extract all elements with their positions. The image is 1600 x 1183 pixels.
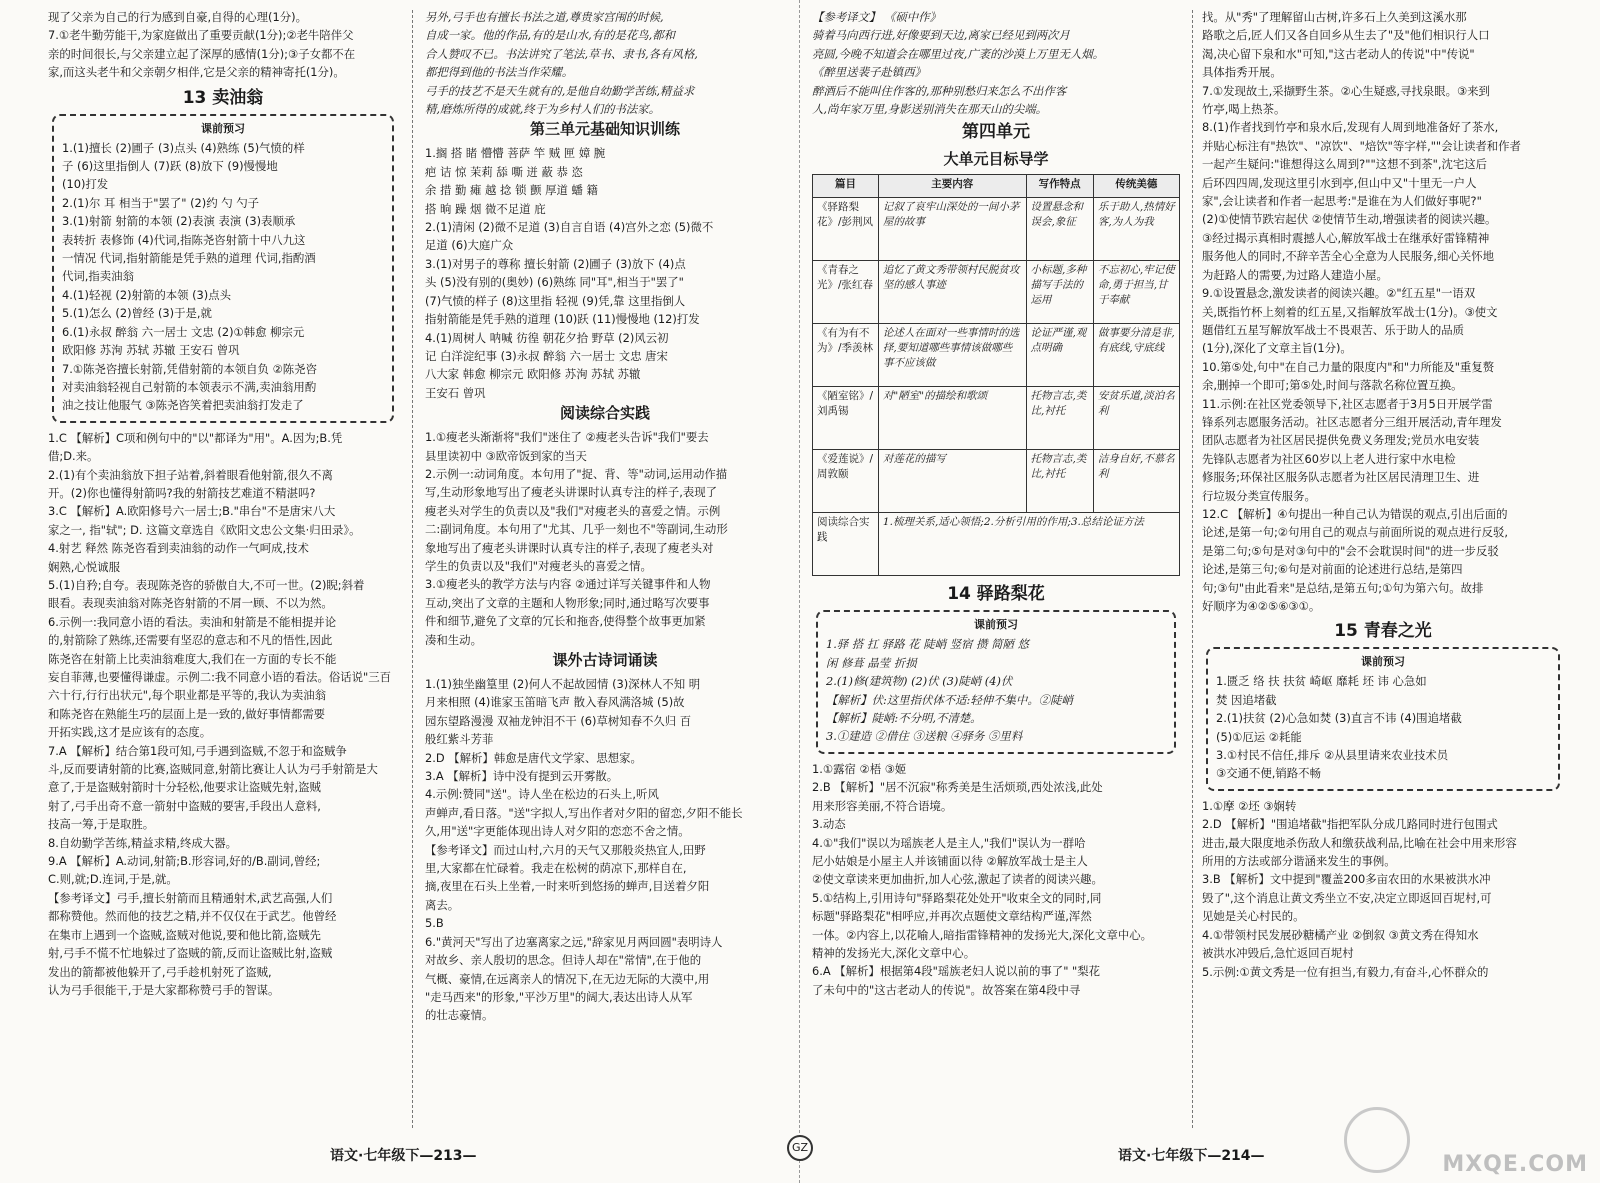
table-cell: 《有为有不为》/季羡林 <box>813 324 879 387</box>
text-line: 斗,反而要请射箭的比赛,盗贼同意,射箭比赛让人认为弓手射箭是大 <box>48 762 378 777</box>
text-line: 娴熟,心悦诚服 <box>48 559 120 574</box>
text-line: 后环四四周,发现这里引水到亭,但山中又"十里无一户人 <box>1202 175 1477 190</box>
text-line: 瘦老头对学生的负责以及"我们"对瘦老头的喜爱之情。示例 <box>425 503 721 518</box>
text-line: 弓手的技艺不是天生就有的,是他自幼勤学苦练,精益求 <box>425 83 695 98</box>
text-line: 3.①瘦老头的教学方法与内容 ②通过详写关键事件和人物 <box>425 577 711 592</box>
text-line: 射了,弓手出奇不意一箭射中盗贼的要害,手段出人意料, <box>48 798 321 813</box>
text-line: 余,删掉一个即可;第⑤处,时间与落款名称位置互换。 <box>1202 378 1463 393</box>
text-line: 都把得到他的书法当作荣耀。 <box>425 65 574 80</box>
text-line: 都称赞他。然而他的技艺之精,并不仅仅在于武艺。他曾经 <box>48 909 337 924</box>
text-line: 5.①结构上,引用诗句"驿路梨花处处开"收束全文的同时,同 <box>812 890 1102 905</box>
text-line: ③经过揭示真相时震撼人心,解放军战士在继承好雷锋精神 <box>1202 230 1490 245</box>
text-line: 离去。 <box>425 897 460 912</box>
text-line: 余 措 勤 瘫 越 捻 锁 颤 厚道 蟠 籍 <box>425 183 598 198</box>
table-cell: 安贫乐道,淡泊名利 <box>1093 387 1179 450</box>
text-line: 指射箭能是凭手熟的道理 (10)跃 (11)慢慢地 (12)打发 <box>425 312 700 327</box>
intro-answers <box>48 8 398 82</box>
text-line: 见她是关心村民的。 <box>1202 909 1305 924</box>
text-line: 句;③句"由此看来"是总结,是第五句;①句为第六句。故排 <box>1202 580 1484 595</box>
text-line: 焚 因追堵截 <box>1216 692 1277 707</box>
watermark-logo-icon <box>1344 1107 1410 1173</box>
table-cell: 小标题,多种描写手法的运用 <box>1026 261 1093 324</box>
text-line: 5.示例:①黄文秀是一位有担当,有毅力,有奋斗,心怀群众的 <box>1202 964 1489 979</box>
text-line: 竹亭,喝上热茶。 <box>1202 102 1286 117</box>
table-header-cell: 写作特点 <box>1026 175 1093 198</box>
table-cell: 乐于助人,热情好客,为人为我 <box>1093 198 1179 261</box>
text-line: 陈尧咨在射箭上比卖油翁难度大,我们在一方面的专长不能 <box>48 651 337 666</box>
unit-3-answers <box>425 144 785 402</box>
unit-goal-table <box>812 174 1180 576</box>
text-line: 借;D.来。 <box>48 449 99 464</box>
text-line: 技高一筹,于是取胜。 <box>48 817 155 832</box>
text-line: 为赶路人的需要,为过路人建造小屋。 <box>1202 267 1388 282</box>
text-line: (10)打发 <box>62 177 109 192</box>
text-line: 2.(1)尔 耳 相当于"罢了" (2)约 勺 勺子 <box>62 195 260 210</box>
text-line: 3.B 【解析】文中提到"覆盖200多亩农田的水果被洪水冲 <box>1202 872 1491 887</box>
text-line: 1.①露宿 ②梧 ③姬 <box>812 761 907 776</box>
preview-content-14 <box>826 635 1166 745</box>
table-cell: 不忘初心,牢记使命,勇于担当,甘于奉献 <box>1093 261 1179 324</box>
preview-box-15 <box>1206 647 1560 790</box>
preview-content <box>62 139 384 415</box>
unit-4-title: 第四单元 <box>962 122 1030 143</box>
text-line: 精,磨炼所得的成就,终于为乡村人们的书法家。 <box>425 102 661 117</box>
text-line: 眼看。表现卖油翁对陈尧咨射箭的不屑一顾、不以为然。 <box>48 596 333 611</box>
text-line: 修服务;环保社区服务队志愿者为社区居民清理卫生、进 <box>1202 470 1480 485</box>
unit-3-title: 第三单元基础知识训练 <box>529 120 680 139</box>
text-line: 对卖油翁轻视自己射箭的本领表示不满,卖油翁用酌 <box>62 379 317 394</box>
text-line: 是第二句;⑤句是对③句中的"会不会耽误时间"的进一步反驳 <box>1202 543 1499 558</box>
text-line: 3.①建造 ②借住 ③送粮 ④驿务 ⑤里料 <box>826 729 1023 744</box>
text-line: 记 白洋淀纪事 (3)永叔 醉翁 六一居士 文忠 唐宋 <box>425 348 668 363</box>
lesson-14-answers <box>812 760 1180 999</box>
text-line: 尼小姑娘是小屋主人并该铺面以待 ②解放军战士是主人 <box>812 853 1088 868</box>
table-row <box>813 450 1180 513</box>
text-line: 3.(1)射箭 射箭的本领 (2)表演 表演 (3)表顺承 <box>62 214 296 229</box>
text-line: 2.D 【解析】韩愈是唐代文学家、思想家。 <box>425 750 642 765</box>
text-line: 的,射箭除了熟练,还需要有坚忍的意志和不凡的悟性,因此 <box>48 633 333 648</box>
right-column-1 <box>812 8 1180 1136</box>
text-line: 了未句中的"这古老动人的传说"。故答案在第4段中寻 <box>812 982 1081 997</box>
text-line: 1.搁 搭 睹 懵懵 菩萨 竿 贼 匣 嫜 腕 <box>425 146 606 161</box>
table-cell: 1.梳理关系,适心领悟;2.分析引用的作用;3.总结论证方法 <box>878 513 1179 576</box>
text-line: 9.A 【解析】A.动词,射箭;B.形容词,好的/B.副词,曾经; <box>48 854 321 869</box>
text-line: 6.(1)永叔 醉翁 六一居士 文忠 (2)①韩愈 柳宗元 <box>62 324 305 339</box>
text-line: 射,弓手不慌不忙地躲过了盗贼的箭,反而让盗贼比射,盗贼 <box>48 946 333 961</box>
text-line: 县里读初中 ③欧帝饭到家的当天 <box>425 448 587 463</box>
text-line: 对故乡、亲人殷切的思念。但诗人却在"常情",在于他的 <box>425 953 702 968</box>
preview-content-15 <box>1216 672 1550 782</box>
text-line: 1.(1)独坐幽篁里 (2)何人不起故园情 (3)深林人不知 明 <box>425 677 701 691</box>
text-line: 先锋队志愿者为社区60岁以上老人进行家中水电检 <box>1202 451 1456 466</box>
column-divider <box>412 10 413 1128</box>
text-line: 6.A 【解析】根据第4段"瑶族老妇人说以前的事了" "梨花 <box>812 964 1101 979</box>
text-line: 疤 诘 惊 茉莉 舔 嘶 迸 蔽 恭 恣 <box>425 164 583 179</box>
text-line: 六十行,行行出状元",每个职业都是平等的,我认为卖油翁 <box>48 688 327 703</box>
text-line: 1.①摩 ②坯 ③娴转 <box>1202 798 1297 813</box>
table-cell: 《驿路梨花》/彭荆风 <box>813 198 879 261</box>
column-divider-right <box>1192 10 1193 1128</box>
lesson-15-title: 15 青春之光 <box>1334 621 1432 642</box>
text-line: 开。(2)你也懂得射箭吗?我的射箭技艺难道不精湛吗? <box>48 485 316 500</box>
text-line: 意了,于是盗贼射箭时十分轻松,他要求让盗贼先射,盗贼 <box>48 780 321 795</box>
text-line: 认为弓手很能干,于是大家都称赞弓手的智谋。 <box>48 982 280 997</box>
text-line: 亮圆,今晚不知道会在哪里过夜,广袤的沙漠上万里无人烟。 <box>812 46 1105 61</box>
table-body <box>813 198 1180 576</box>
text-line: 4.①带领村民发展砂糖橘产业 ②倒叙 ③黄文秀在得知水 <box>1202 927 1479 942</box>
text-line: 3.①村民不信任,排斥 ②从县里请来农业技术员 <box>1216 748 1449 763</box>
left-column-2 <box>425 8 785 1136</box>
text-line: 7.①发现故土,采撷野生茶。②心生疑惑,寻找泉眼。③来到 <box>1202 83 1490 98</box>
text-line: 气概、豪情,在远离亲人的情况下,在无边无际的大漠中,用 <box>425 971 710 986</box>
text-line: (1分),深化了文章主旨(1分)。 <box>1202 341 1352 356</box>
text-line: (2)①使情节跌宕起伏 ②使情节生动,增强读者的阅读兴趣。 <box>1202 212 1497 227</box>
right-page-footer: 语文·七年级下—214— <box>1118 1148 1265 1164</box>
text-line: 用来形容美丽,不符合语境。 <box>812 798 953 813</box>
table-row <box>813 513 1180 576</box>
text-line: 闲 修葺 晶莹 折损 <box>826 655 917 670</box>
text-line: 【解析】陡峭:不分明,不清楚。 <box>826 711 982 726</box>
text-line: 论述,是第三句;⑥句是对前面的论述进行总结,是第四 <box>1202 562 1463 577</box>
text-line: 论述,是第一句;②句用自己的观点与前面所说的观点进行反驳, <box>1202 525 1509 540</box>
text-line: 1.匮乏 络 扶 扶贫 崎岖 靡耗 坯 讳 心急如 <box>1216 674 1427 689</box>
text-line: 凑和生动。 <box>425 632 482 647</box>
text-line: 合人赞叹不已。书法讲究了笔法,草书、隶书,各有风格, <box>425 46 698 61</box>
text-line: 醉酒后不能叫住作客的,那种别愁归来怎么不出作客 <box>812 83 1067 98</box>
text-line: 2.示例一:动词角度。本句用了"捉、背、等"动词,运用动作描 <box>425 466 728 481</box>
table-cell: 对"陋室"的描绘和歌颂 <box>878 387 1026 450</box>
table-header-cell: 主要内容 <box>878 175 1026 198</box>
text-line: 1.驿 搭 扛 驿路 花 陡峭 竖宿 攒 简陋 悠 <box>826 637 1029 652</box>
text-line: 【参考译文】弓手,擅长射箭而且精通射术,武艺高强,人们 <box>48 890 333 905</box>
text-line: 象地写出了瘦老头讲课时认真专注的样子,表现了瘦老头对 <box>425 540 714 555</box>
table-cell: 阅读综合实践 <box>813 513 879 576</box>
text-line: 的壮志豪情。 <box>425 1008 494 1023</box>
text-line: 2.(1)有个卖油翁放下担子站着,斜着眼看他射箭,很久不离 <box>48 467 333 482</box>
text-line: 4.(1)轻视 (2)射箭的本领 (3)点头 <box>62 287 232 302</box>
text-line: 家之一, 指"轼"; D. 这篇文章选自《欧阳文忠公文集·归田录》。 <box>48 522 361 537</box>
text-line: ③交通不便,销路不畅 <box>1216 766 1321 781</box>
text-line: 【解析】伏:这里指伏体不适:轻伸不集中。②陡峭 <box>826 692 1073 707</box>
text-line: 5.(1)怎么 (2)曾经 (3)于是,就 <box>62 306 212 321</box>
text-line: 久,用"送"字更能体现出诗人对夕阳的恋恋不舍之情。 <box>425 824 690 839</box>
text-line: 标题"驿路梨花"相呼应,并再次点题使文章结构严谨,浑然 <box>812 909 1092 924</box>
text-line: 渴,决心留下泉和水"可知,"这古老动人的传说"中"传说" <box>1202 46 1475 61</box>
table-row <box>813 198 1180 261</box>
text-line: 4.示例:赞同"送"。诗人坐在松边的石头上,听风 <box>425 787 659 802</box>
table-cell: 《爱莲说》/周敦颐 <box>813 450 879 513</box>
text-line: 里,大家都在忙碌着。我走在松树的荫凉下,那样自在, <box>425 861 687 876</box>
reading-practice-title: 阅读综合实践 <box>559 404 650 423</box>
table-cell: 论述人在面对一些事情时的选择,要知道哪些事情该做哪些事不应该做 <box>878 324 1026 387</box>
text-line: 7.①陈尧咨擅长射箭,凭借射箭的本领自负 ②陈尧咨 <box>62 361 317 376</box>
text-line: ②使文章读来更加曲折,加人心弦,激起了读者的阅读兴趣。 <box>812 872 1103 887</box>
text-line: 《醉里送裴子赴镇西》 <box>812 65 926 80</box>
text-line: 所用的方法或部分谐涵来发生的事例。 <box>1202 854 1396 869</box>
table-cell: 洁身自好,不慕名利 <box>1093 450 1179 513</box>
table-row <box>813 324 1180 387</box>
text-line: 5.B <box>425 916 444 931</box>
table-row <box>813 387 1180 450</box>
text-line: 行垃圾分类宣传服务。 <box>1202 488 1316 503</box>
table-header-row <box>813 175 1180 198</box>
table-cell: 对莲花的描写 <box>878 450 1026 513</box>
text-line: 好顺序为④②⑤⑥③①。 <box>1202 599 1321 613</box>
text-line: 团队志愿者为社区居民提供免费义务理发;党员水电安装 <box>1202 433 1480 448</box>
text-line: 件和细节,避免了文章的冗长和拖沓,使得整个故事更加紧 <box>425 614 706 629</box>
text-line: 3.(1)对男子的尊称 擅长射箭 (2)圃子 (3)放下 (4)点 <box>425 256 686 271</box>
table-header-cell: 篇目 <box>813 175 879 198</box>
text-line: 现了父亲为自己的行为感到自豪,自得的心理(1分)。 <box>48 10 307 24</box>
text-line: 代词,指卖油翁 <box>62 269 134 284</box>
text-line: 8.自幼勤学苦练,精益求精,终成大器。 <box>48 835 237 850</box>
text-line: 家,而这头老牛和父亲朝夕相伴,它是父亲的精神寄托(1分)。 <box>48 65 345 80</box>
preview-heading-14: 课前预习 <box>974 618 1018 632</box>
text-line: 4.(1)周树人 呐喊 彷徨 朝花夕拾 野草 (2)风云初 <box>425 330 669 345</box>
text-line: 9.①设置悬念,激发读者的阅读兴趣。②"红五星"一语双 <box>1202 286 1476 301</box>
table-cell: 设置悬念和误会,象征 <box>1026 198 1093 261</box>
text-line: 表转折 表修饰 (4)代词,指陈尧咨射箭十中八九这 <box>62 232 306 247</box>
publisher-logo-icon: GZ <box>787 1135 813 1161</box>
text-line: (7)气愤的样子 (8)这里指 轻视 (9)凭,靠 这里指倒人 <box>425 293 686 308</box>
text-line: 1.①瘦老头渐渐将"我们"迷住了 ②瘦老头告诉"我们"要去 <box>425 430 709 445</box>
text-line: 3.动态 <box>812 817 846 832</box>
text-line: 另外,弓手也有擅长书法之道,尊贵家宫闱的时候, <box>425 10 664 24</box>
text-line: "走马西来"的形象,"平沙万里"的阔大,表达出诗人从军 <box>425 989 693 1004</box>
table-cell: 论证严谨,观点明确 <box>1026 324 1093 387</box>
text-line: 写,生动形象地写出了瘦老头讲课时认真专注的样子,表现了 <box>425 485 718 500</box>
table-cell: 托物言志,类比,衬托 <box>1026 450 1093 513</box>
table-row <box>813 261 1180 324</box>
right-page <box>800 0 1600 1183</box>
table-cell: 记叙了哀牢山深处的一间小茅屋的故事 <box>878 198 1026 261</box>
text-line: 【参考译文】 《硕中作》 <box>812 10 941 24</box>
translation-continued <box>425 8 785 118</box>
lesson-14-answers-continued <box>1202 8 1564 615</box>
table-cell: 托物言志,类比,衬托 <box>1026 387 1093 450</box>
text-line: 在集市上遇到一个盗贼,盗贼对他说,要和他比箭,盗贼先 <box>48 927 321 942</box>
text-line: 搭 晌 躁 烟 微不足道 庇 <box>425 201 546 216</box>
text-line: 题借红五星写解放军战士不畏艰苦、乐于助人的品质 <box>1202 322 1464 337</box>
text-line: 4.①"我们"误以为瑶族老人是主人,"我们"误认为一群哈 <box>812 835 1086 850</box>
text-line: 精神的发扬光大,深化文章中心。 <box>812 945 976 960</box>
lesson-13-title: 13 卖油翁 <box>182 87 264 108</box>
text-line: 【参考译文】而过山村,六月的天气又那般炎热宜人,田野 <box>425 842 706 857</box>
table-cell: 做事要分清是非,有底线,守底线 <box>1093 324 1179 387</box>
text-line: 关,既指竹杯上刻着的红五星,又指解放军战士(1分)。③使文 <box>1202 304 1498 319</box>
lesson-14-title: 14 驿路梨花 <box>947 584 1045 605</box>
left-page-footer: 语文·七年级下—213— <box>330 1148 477 1164</box>
poem-reading-title: 课外古诗词诵读 <box>552 651 658 669</box>
text-line: 足道 (6)大庭广众 <box>425 238 514 253</box>
text-line: 1.C 【解析】C项和例句中的"以"都译为"用"。A.因为;B.凭 <box>48 430 343 445</box>
text-line: 月来相照 (4)谁家玉笛暗飞声 散入春风满洛城 (5)故 <box>425 695 685 710</box>
text-line: 6."黄河天"写出了边塞离家之远,"辞家见月两回圆"表明诗人 <box>425 934 723 949</box>
text-line: 2.(1)清闲 (2)微不足道 (3)自言自语 (4)宫外之恋 (5)微不 <box>425 220 714 235</box>
right-column-2 <box>1202 8 1564 1136</box>
text-line: 家",会让读者和作者一起思考:"是谁在为人们做好事呢?" <box>1202 194 1482 209</box>
preview-heading: 课前预习 <box>201 121 245 135</box>
table-header-cell: 传统美德 <box>1093 175 1179 198</box>
text-line: 12.C 【解析】④句提出一种自己认为错误的观点,引出后面的 <box>1202 506 1508 521</box>
text-line: 毁了",这个消息让黄文秀坐立不安,决定立即返回百坭村,可 <box>1202 890 1492 905</box>
text-line: 油之技让他服气 ③陈尧咨笑着把卖油翁打发走了 <box>62 398 304 413</box>
table-cell: 追忆了黄文秀带领村民脱贫攻坚的感人事迹 <box>878 261 1026 324</box>
text-line: 亲的时间很长,与父亲建立起了深厚的感情(1分);③子女都不在 <box>48 46 356 61</box>
lesson-15-answers <box>1202 797 1564 981</box>
text-line: 头 (5)没有别的(奥妙) (6)熟练 同"耳",相当于"罢了" <box>425 275 684 290</box>
lesson-13-answers <box>48 429 398 1000</box>
text-line: 8.(1)作者找到竹亭和泉水后,发现有人周到地准备好了茶水, <box>1202 120 1499 135</box>
text-line: 11.示例:在社区党委领导下,社区志愿者于3月5日开展学雷 <box>1202 396 1493 411</box>
poem-translation <box>812 8 1180 118</box>
text-line: 7.A 【解析】结合第1段可知,弓手遇到盗贼,不忽于和盗贼争 <box>48 743 347 758</box>
text-line: 3.A 【解析】诗中没有提到云开雾散。 <box>425 769 619 784</box>
reading-practice-answers <box>425 428 785 649</box>
text-line: 二:副词角度。本句用了"尤其、几乎一刻也不"等副词,生动形 <box>425 522 728 537</box>
text-line: 4.射艺 释然 陈尧咨看到卖油翁的动作一气呵成,技术 <box>48 541 309 556</box>
text-line: 和陈尧咨在熟能生巧的层面上是一致的,做好事情都需要 <box>48 706 325 721</box>
text-line: 5.(1)自矜;自夸。表现陈尧咨的骄傲自大,不可一世。(2)睨;斜着 <box>48 577 365 592</box>
poem-reading-answers <box>425 675 785 1025</box>
text-line: 进击,最大限度地杀伤敌人和缴获战利品,比喻在社会中用来形容 <box>1202 835 1517 850</box>
text-line: 并贴心标注有"热饮"、"凉饮"、"焙饮"等字样,""会让读者和作者 <box>1202 138 1521 153</box>
text-line: 2.(1)扶贫 (2)心急如焚 (3)直言不讳 (4)围追堵截 <box>1216 711 1462 726</box>
text-line: 2.B 【解析】"居不沉寂"称秀美是生活烦琐,西处浓浅,此处 <box>812 780 1103 795</box>
preview-heading-15: 课前预习 <box>1361 655 1405 669</box>
text-line: 锋系列志愿服务活动。社区志愿者分三组开展活动,青年理发 <box>1202 414 1502 429</box>
text-line: 一体。②内容上,以花喻人,暗指雷锋精神的发扬光大,深化文章中心。 <box>812 927 1153 942</box>
text-line: 具体指秀开展。 <box>1202 65 1282 80</box>
text-line: 一起产生疑问:"谁想得这么周到?""这想不到茶",沈宅这后 <box>1202 157 1488 172</box>
text-line: 摘,夜里在石头上坐着,一时来听到悠扬的蝉声,目送着夕阳 <box>425 879 710 894</box>
text-line: 3.C 【解析】A.欧阳修号六一居士;B."串台"不是唐宋八大 <box>48 504 336 519</box>
text-line: C.则,就;D.连词,于是,就。 <box>48 872 178 887</box>
text-line: 王安石 曾巩 <box>425 385 486 400</box>
text-line: 妄自菲薄,也要懂得谦虚。示例二:我不同意小语的看法。俗话说"三百 <box>48 670 392 684</box>
text-line: 自成一家。他的作品,有的是山水,有的是花鸟,都和 <box>425 28 676 43</box>
text-line: 般红紫斗芳菲 <box>425 732 494 747</box>
text-line: 2.(1)修(建筑物) (2)伏 (3)陡峭 (4)伏 <box>826 674 1013 689</box>
preview-box-14 <box>816 610 1176 753</box>
text-line: 声蝉声,看日落。"送"字拟人,写出作者对夕阳的留恋,夕阳不能长 <box>425 805 743 820</box>
text-line: 子 (6)这里指倒人 (7)跃 (8)放下 (9)慢慢地 <box>62 159 278 174</box>
preview-box <box>52 114 394 423</box>
text-line: 学生的负责以及"我们"对瘦老头的喜爱之情。 <box>425 558 652 573</box>
table-cell: 《青春之光》/张红春 <box>813 261 879 324</box>
watermark-text: MXQE.COM <box>1442 1152 1588 1177</box>
text-line: (5)①厄运 ②耗能 <box>1216 729 1302 744</box>
text-line: 路歌之后,匠人们又各自回乡从生去了"及"他们相识行人口 <box>1202 28 1490 43</box>
left-column-1 <box>48 8 398 1136</box>
unit-4-subtitle: 大单元目标导学 <box>943 150 1049 169</box>
text-line: 八大家 韩愈 柳宗元 欧阳修 苏洵 苏轼 苏辙 <box>425 367 641 382</box>
text-line: 7.①老牛勤劳能干,为家庭做出了重要贡献(1分);②老牛陪伴父 <box>48 28 354 43</box>
text-line: 被洪水冲毁后,急忙返回百坭村 <box>1202 946 1354 961</box>
text-line: 互动,突出了文章的主题和人物形象;同时,通过略写次要事 <box>425 595 710 610</box>
text-line: 发出的箭都被他躲开了,弓手趁机射死了盗贼, <box>48 964 272 979</box>
text-line: 欧阳修 苏洵 苏轼 苏辙 王安石 曾巩 <box>62 343 240 358</box>
text-line: 开拓实践,这才是应该有的态度。 <box>48 725 212 740</box>
text-line: 6.示例一:我同意小语的看法。卖油和射箭是不能相提并论 <box>48 614 337 629</box>
text-line: 骑着马向西行进,好像要到天边,离家已经见到两次月 <box>812 28 1070 43</box>
text-line: 10.第⑤处,句中"在自己力量的限度内"和"力所能及"重复赘 <box>1202 359 1495 374</box>
text-line: 人,尚年家万里,身影送别消失在那天山的尖端。 <box>812 102 1048 117</box>
table-cell: 《陋室铭》/刘禹锡 <box>813 387 879 450</box>
text-line: 服务他人的同时,不辞辛苦全心全意为人民服务,细心关怀地 <box>1202 249 1495 264</box>
text-line: 园东望路漫漫 双袖龙钟泪不干 (6)草树知春不久归 百 <box>425 713 692 728</box>
text-line: 1.(1)擅长 (2)圃子 (3)点头 (4)熟练 (5)气愤的样 <box>62 140 305 155</box>
text-line: 一情况 代词,指射箭能是凭手熟的道理 代词,指酌酒 <box>62 251 316 266</box>
text-line: 2.D 【解析】"围追堵截"指把军队分成几路同时进行包围式 <box>1202 817 1498 832</box>
text-line: 找。从"秀"了理解留山古树,许多石上久美到这溪水那 <box>1202 10 1467 24</box>
